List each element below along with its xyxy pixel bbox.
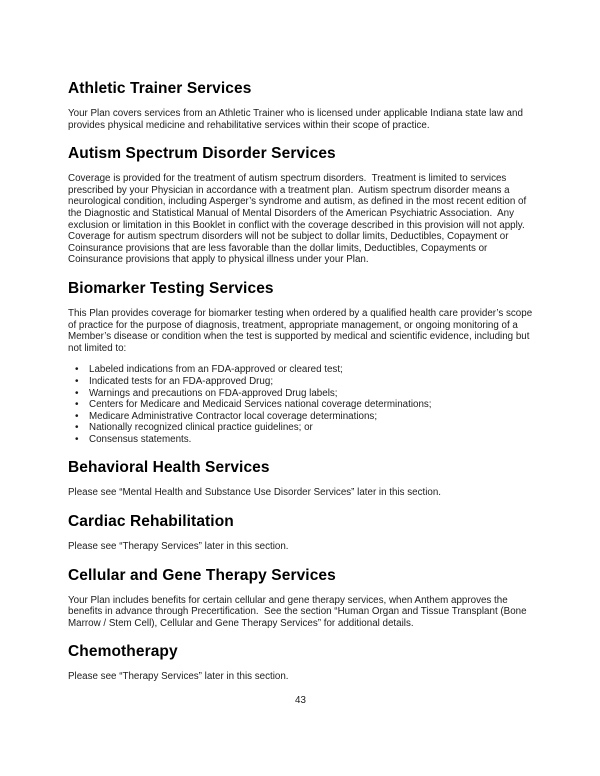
bullet-item: • Centers for Medicare and Medicaid Services national coverage determinations; (68, 399, 533, 411)
paragraph: Coverage is provided for the treatment of autism spectrum disorders. Treatment is limited to services prescribed by your Physician in accordance with a treatment plan. Autism spectrum disorder means a neurological condition, including Asperger’s syndrome and autism, as defined in the most recent edition of the Diagnostic and Statistical Manual of Mental Disorders of the American Psychiatric Association. Any exclusion or limitation in this Booklet in conflict with the coverage described in this provision will not apply. Coverage for autism spectrum disorders will not be subject to dollar limits, Deductibles, Copayment or Coinsurance provisions that are less favorable than the dollar limits, Deductibles, Copayments or Coinsurance provisions that apply to physical illness under your Plan. (68, 173, 529, 266)
bullet-item: • Consensus statements. (68, 434, 533, 446)
section-heading: Chemotherapy (68, 643, 178, 661)
section-athletic-trainer-services (68, 80, 533, 131)
section-heading: Autism Spectrum Disorder Services (68, 145, 336, 163)
paragraph: Please see “Therapy Services” later in this section. (68, 671, 289, 683)
bullet-item: • Warnings and precautions on FDA-approved Drug labels; (68, 388, 533, 400)
paragraph: Your Plan covers services from an Athletic Trainer who is licensed under applicable Indiana state law and provides physical medicine and rehabilitative services within their scope of practice. (68, 108, 526, 131)
bullet-list (68, 364, 533, 445)
section-cellular-and-gene-therapy-services (68, 567, 533, 630)
section-heading: Behavioral Health Services (68, 459, 270, 477)
page-number: 43 (295, 695, 306, 707)
paragraph: This Plan provides coverage for biomarker testing when ordered by a qualified health care provider’s scope of practice for the purpose of diagnosis, treatment, appropriate management, or ongoing monitoring of a Member’s disease or condition when the test is supported by medical and scientific evidence, including but not limited to: (68, 307, 535, 354)
section-cardiac-rehabilitation (68, 513, 533, 553)
section-behavioral-health-services (68, 459, 533, 499)
bullet-item: • Labeled indications from an FDA-approved or cleared test; (68, 364, 533, 376)
paragraph: Your Plan includes benefits for certain cellular and gene therapy services, when Anthem approves the benefits in advance through Precertification. See the section “Human Organ and Tissue Transplant (Bone Marrow / Stem Cell), Cellular and Gene Therapy Services” for additional details. (68, 594, 530, 629)
section-biomarker-testing-services (68, 280, 533, 446)
section-heading: Cardiac Rehabilitation (68, 513, 234, 531)
section-heading: Athletic Trainer Services (68, 80, 252, 97)
bullet-item: • Nationally recognized clinical practice guidelines; or (68, 422, 533, 434)
section-autism-spectrum-disorder-services (68, 145, 533, 266)
section-heading: Cellular and Gene Therapy Services (68, 566, 336, 584)
section-heading: Biomarker Testing Services (68, 279, 274, 297)
bullet-item: • Medicare Administrative Contractor local coverage determinations; (68, 411, 533, 423)
bullet-item: • Indicated tests for an FDA-approved Drug; (68, 376, 533, 388)
section-chemotherapy (68, 643, 533, 683)
paragraph: Please see “Therapy Services” later in this section. (68, 541, 289, 553)
paragraph: Please see “Mental Health and Substance Use Disorder Services” later in this section. (68, 487, 442, 499)
